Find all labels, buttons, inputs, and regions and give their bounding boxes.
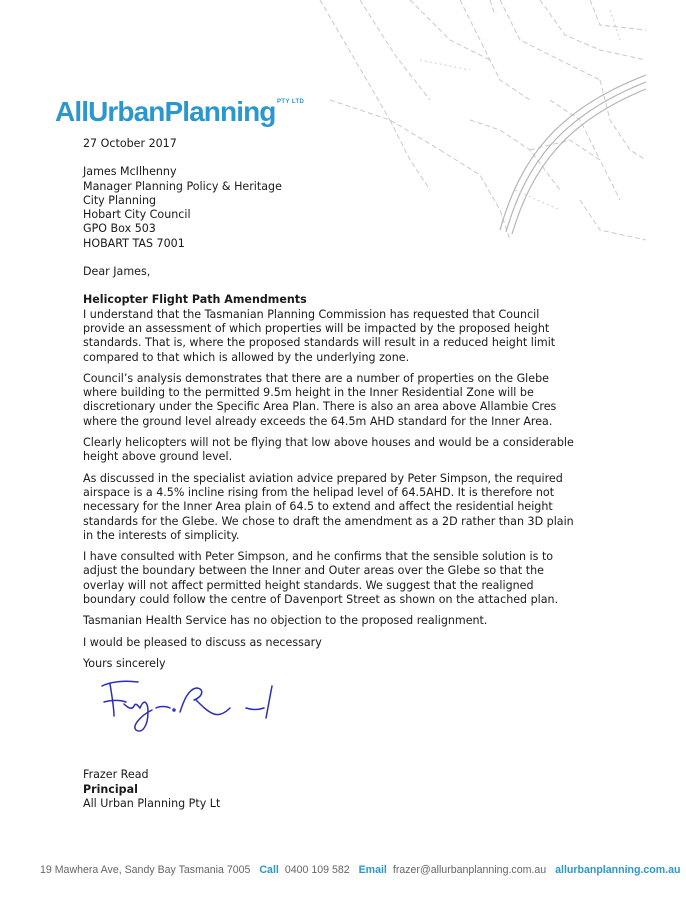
recipient-line: James McIlhenny xyxy=(83,165,177,179)
footer-email-link[interactable]: frazer@allurbanplanning.com.au xyxy=(392,864,547,876)
signoff-block xyxy=(83,768,220,812)
recipient-line: HOBART TAS 7001 xyxy=(83,236,185,250)
letter-paragraph: I would be pleased to discuss as necessary xyxy=(83,635,322,649)
letter-paragraph: As discussed in the specialist aviation advice prepared by Peter Simpson, the required airspace is a 4.5% incline rising from the helipad level of 64.5AHD. It is therefore not necessary for the Inner Area plain of 64.5 to extend and affect the residential height standards for the Glebe. We chose to draft the amendment as a 2D rather than 3D plain in the interests of simplicity. xyxy=(83,471,574,542)
footer-address: 19 Mawhera Ave, Sandy Bay Tasmania 7005 xyxy=(40,864,251,876)
letter-paragraph: Council’s analysis demonstrates that there are a number of properties on the Glebe where building to the permitted 9.5m height in the Inner Residential Zone will be discretionary under the Specific Area Plan. There is also an area above Allambie Cres where the ground level already exceeds the 64.5m AHD standard for the Inner Area. xyxy=(83,371,557,428)
letter-date: 27 October 2017 xyxy=(83,137,177,150)
recipient-line: City Planning xyxy=(83,193,157,207)
recipient-line: Manager Planning Policy & Heritage xyxy=(83,179,282,193)
signer-name: Frazer Read xyxy=(83,768,149,781)
footer-phone[interactable]: 0400 109 582 xyxy=(284,864,350,876)
logo-wordmark: AllUrbanPlanning xyxy=(55,96,276,127)
signer-company: All Urban Planning Pty Lt xyxy=(83,797,221,811)
recipient-line: GPO Box 503 xyxy=(83,222,156,236)
handwritten-signature xyxy=(96,672,296,752)
closing: Yours sincerely xyxy=(83,656,166,670)
signer-title: Principal xyxy=(83,782,138,796)
letter-paragraph: I have consulted with Peter Simpson, and he confirms that the sensible solution is to adjust the boundary between the Inner and Outer areas over the Glebe so that the overlay will not affect permitted height standards. We suggest that the realigned boundary could follow the centre of Davenport Street as shown on the attached plan. xyxy=(83,550,559,607)
footer-email-label: Email xyxy=(358,864,387,876)
footer-call-label: Call xyxy=(259,864,279,876)
letterhead-footer xyxy=(40,864,681,876)
letter-paragraph: I understand that the Tasmanian Planning Commission has requested that Council provide an assessment of which properties will be impacted by the proposed height standards. That is, where the proposed standards will result in a reduced height limit compared to that which is allowed by the underlying zone. xyxy=(83,307,556,364)
company-logo xyxy=(55,96,305,136)
recipient-line: Hobart City Council xyxy=(83,208,191,222)
letter-subject: Helicopter Flight Path Amendments xyxy=(83,293,307,307)
letter-paragraph: Clearly helicopters will not be flying that low above houses and would be a considerable height above ground level. xyxy=(83,436,574,464)
letter-body xyxy=(83,137,583,678)
footer-website-link[interactable]: allurbanplanning.com.au xyxy=(555,864,681,876)
logo-suffix: PTY LTD xyxy=(277,99,305,105)
letter-paragraph: Tasmanian Health Service has no objection to the proposed realignment. xyxy=(83,614,488,628)
salutation: Dear James, xyxy=(83,265,151,279)
recipient-address xyxy=(83,165,583,251)
